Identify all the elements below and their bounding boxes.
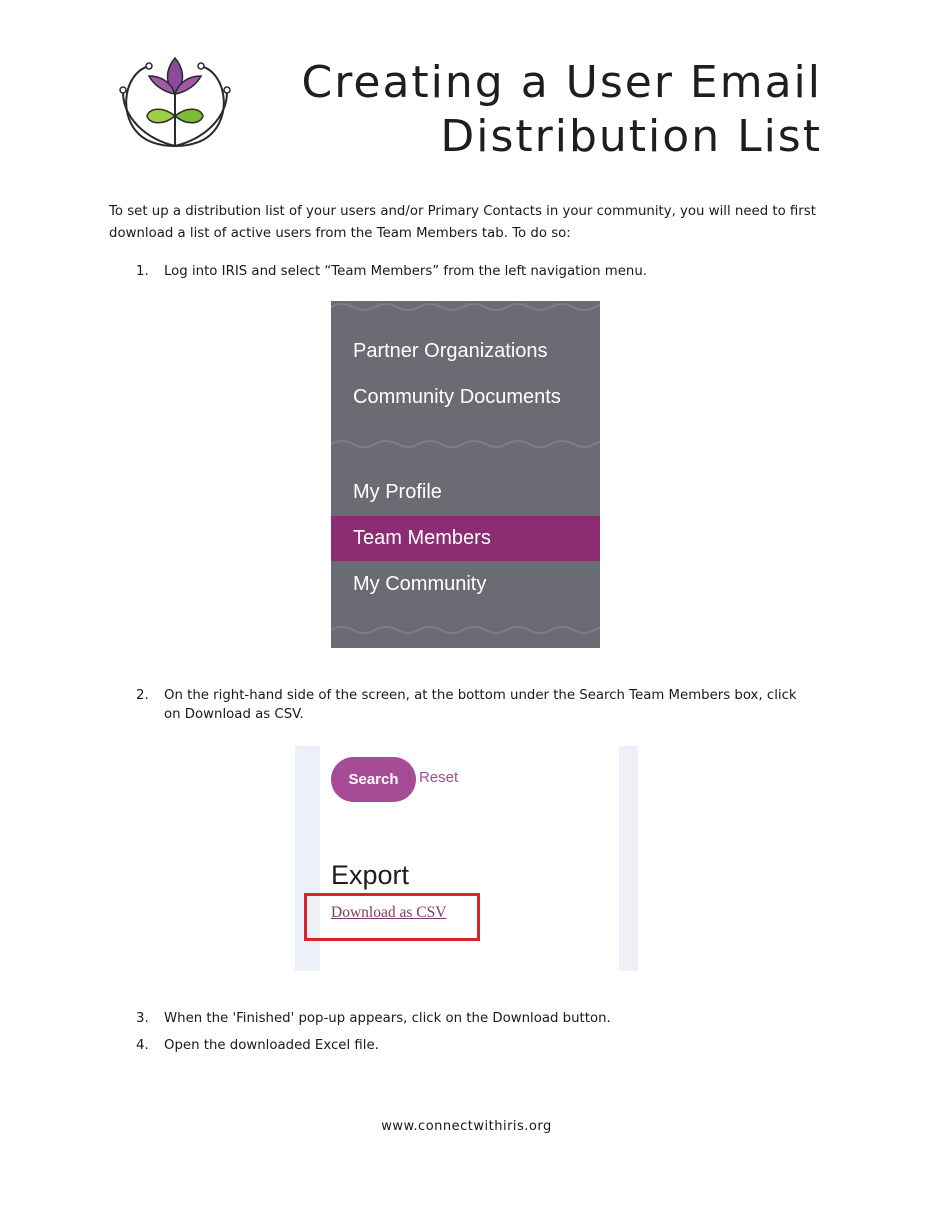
step-text: Open the downloaded Excel file. xyxy=(164,1038,379,1053)
wave-divider xyxy=(331,438,600,450)
nav-menu-screenshot xyxy=(331,301,600,648)
download-csv-link[interactable]: Download as CSV xyxy=(331,904,447,921)
export-panel-screenshot xyxy=(295,746,638,971)
step-4 xyxy=(136,1036,816,1055)
title-line-2: Distribution List xyxy=(440,111,822,162)
step-text: Log into IRIS and select “Team Members” from the left navigation menu. xyxy=(164,264,648,279)
nav-item-partner-organizations[interactable]: Partner Organizations xyxy=(353,340,548,362)
panel-right-border xyxy=(619,746,638,971)
footer-url: www.connectwithiris.org xyxy=(381,1119,552,1134)
nav-item-team-members[interactable]: Team Members xyxy=(331,516,600,561)
wave-divider xyxy=(331,301,600,313)
step-number: 1. xyxy=(136,264,149,279)
document-title xyxy=(302,56,822,164)
export-heading: Export xyxy=(331,860,410,890)
wave-divider xyxy=(331,624,600,636)
title-line-1: Creating a User Email xyxy=(301,57,822,108)
nav-item-my-profile[interactable]: My Profile xyxy=(353,481,442,503)
nav-item-community-documents[interactable]: Community Documents xyxy=(353,386,561,408)
intro-paragraph: To set up a distribution list of your users and/or Primary Contacts in your community, you will need to first download a list of active users from the Team Members tab. To do so: xyxy=(109,204,816,241)
search-button[interactable]: Search xyxy=(331,757,416,802)
step-1 xyxy=(136,262,816,281)
step-3 xyxy=(136,1009,816,1028)
step-text: When the 'Finished' pop-up appears, click on the Download button. xyxy=(164,1011,611,1026)
reset-link[interactable]: Reset xyxy=(419,769,459,786)
highlight-box xyxy=(304,893,480,941)
step-text: On the right-hand side of the screen, at the bottom under the Search Team Members box, click on Download as CSV. xyxy=(164,688,797,722)
step-number: 2. xyxy=(136,688,149,703)
step-number: 4. xyxy=(136,1038,149,1053)
step-number: 3. xyxy=(136,1011,149,1026)
step-2 xyxy=(136,686,816,724)
iris-logo-icon xyxy=(113,54,237,150)
nav-item-my-community[interactable]: My Community xyxy=(353,573,487,595)
